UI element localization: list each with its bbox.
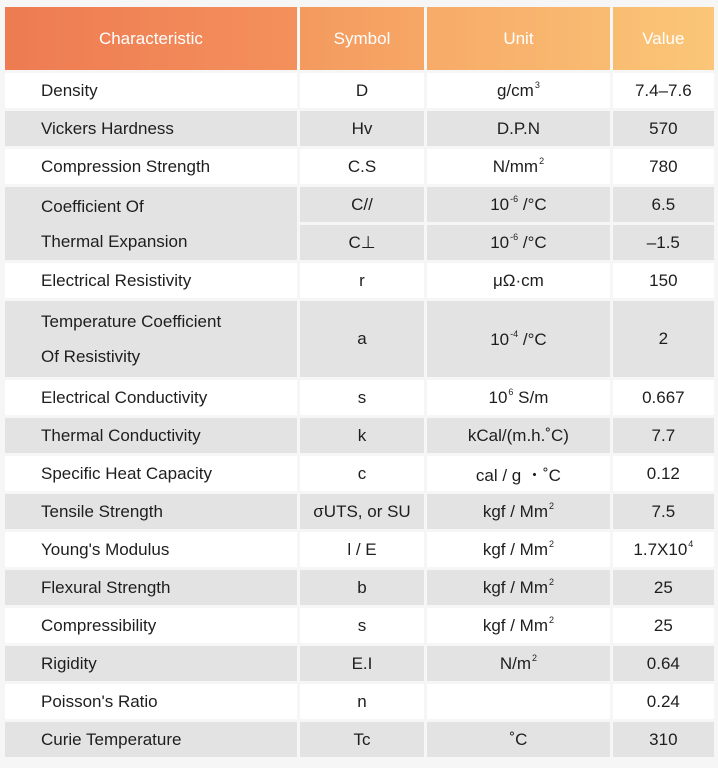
value-cell: 0.64: [613, 646, 714, 681]
unit-base: 10: [490, 233, 510, 252]
characteristic-cell: Poisson's Ratio: [5, 684, 297, 719]
unit-cell: [427, 570, 610, 605]
table-row-compression: [5, 149, 714, 184]
value-cell: 0.667: [613, 380, 714, 415]
characteristic-cell: Vickers Hardness: [5, 111, 297, 146]
unit-text: g/cm: [497, 81, 534, 100]
symbol-cell: σUTS, or SU: [300, 494, 424, 529]
table-row-youngs-modulus: [5, 532, 714, 567]
symbol-cell: C//: [300, 187, 424, 222]
value-cell: 7.4–7.6: [613, 73, 714, 108]
unit-cell: [427, 608, 610, 643]
characteristic-line-1: Coefficient Of: [41, 196, 144, 216]
value-cell: 0.24: [613, 684, 714, 719]
unit-text: kgf / Mm: [482, 540, 548, 559]
unit-text: kgf / Mm: [482, 616, 548, 635]
unit-text: N/m: [499, 654, 531, 673]
table-row-compressibility: [5, 608, 714, 643]
header-characteristic: Characteristic: [5, 7, 297, 70]
value-superscript: 4: [688, 539, 694, 549]
table-row-resistivity: [5, 263, 714, 298]
unit-superscript: 2: [539, 156, 545, 166]
symbol-cell: C⊥: [300, 225, 424, 260]
unit-cell: D.P.N: [427, 111, 610, 146]
unit-superscript: 2: [532, 653, 538, 663]
value-cell: 25: [613, 570, 714, 605]
value-cell: –1.5: [613, 225, 714, 260]
unit-rest: S/m: [513, 388, 549, 407]
unit-cell: [427, 225, 610, 260]
unit-text: N/mm: [492, 157, 539, 176]
unit-cell: [427, 73, 610, 108]
characteristic-cell: Tensile Strength: [5, 494, 297, 529]
table-row-specific-heat: [5, 456, 714, 491]
unit-cell: [427, 532, 610, 567]
unit-base: 10: [490, 329, 510, 349]
unit-rest: /°C: [518, 233, 547, 252]
characteristic-cell: Rigidity: [5, 646, 297, 681]
symbol-cell: r: [300, 263, 424, 298]
unit-cell: cal / g ・˚C: [427, 456, 610, 491]
symbol-cell: n: [300, 684, 424, 719]
unit-superscript: 3: [534, 80, 540, 90]
table-row-curie: [5, 722, 714, 757]
value-cell: 2: [613, 301, 714, 377]
unit-text: kgf / Mm: [482, 578, 548, 597]
characteristic-cell: [5, 301, 297, 377]
unit-cell: [427, 646, 610, 681]
unit-cell: μΩ·cm: [427, 263, 610, 298]
value-cell: 780: [613, 149, 714, 184]
characteristic-line-2: Thermal Expansion: [41, 231, 188, 251]
unit-rest: /°C: [518, 195, 547, 214]
table-row-poisson: [5, 684, 714, 719]
value-cell: 150: [613, 263, 714, 298]
value-cell: 7.7: [613, 418, 714, 453]
table-row-vickers: [5, 111, 714, 146]
characteristic-cell: Young's Modulus: [5, 532, 297, 567]
table-row-rigidity: [5, 646, 714, 681]
unit-superscript: 2: [549, 501, 555, 511]
symbol-cell: D: [300, 73, 424, 108]
unit-cell: [427, 149, 610, 184]
characteristic-cell: Thermal Conductivity: [5, 418, 297, 453]
characteristic-cell: [5, 187, 297, 260]
unit-rest: /°C: [518, 329, 547, 349]
unit-superscript: 2: [549, 577, 555, 587]
unit-cell: [427, 380, 610, 415]
characteristic-cell: Electrical Resistivity: [5, 263, 297, 298]
unit-superscript: -4: [510, 328, 519, 339]
unit-superscript: -6: [510, 232, 519, 242]
characteristic-cell: Curie Temperature: [5, 722, 297, 757]
characteristic-cell: Specific Heat Capacity: [5, 456, 297, 491]
symbol-cell: c: [300, 456, 424, 491]
unit-superscript: 2: [549, 615, 555, 625]
unit-cell: [427, 301, 610, 377]
symbol-cell: l / E: [300, 532, 424, 567]
unit-superscript: 2: [549, 539, 555, 549]
table-row-flexural: [5, 570, 714, 605]
unit-base: 10: [488, 388, 508, 407]
value-base: 1.7X10: [633, 540, 688, 559]
characteristic-cell: Electrical Conductivity: [5, 380, 297, 415]
unit-cell: [427, 684, 610, 719]
unit-cell: [427, 187, 610, 222]
unit-superscript: 6: [508, 387, 514, 397]
value-cell: 6.5: [613, 187, 714, 222]
table-row-temp-coefficient: [5, 301, 714, 377]
table-row-conductivity: [5, 380, 714, 415]
unit-text: kgf / Mm: [482, 502, 548, 521]
symbol-cell: b: [300, 570, 424, 605]
unit-cell: kCal/(m.h.˚C): [427, 418, 610, 453]
table-row-tensile: [5, 494, 714, 529]
table-row-thermal-expansion-a: [5, 187, 714, 222]
header-value: Value: [613, 7, 714, 70]
value-cell: [613, 532, 714, 567]
unit-cell: [427, 494, 610, 529]
value-cell: 570: [613, 111, 714, 146]
table-row-thermal-conductivity: [5, 418, 714, 453]
header-symbol: Symbol: [300, 7, 424, 70]
value-cell: 0.12: [613, 456, 714, 491]
value-cell: 310: [613, 722, 714, 757]
symbol-cell: Hv: [300, 111, 424, 146]
table-header-row: [5, 7, 714, 70]
unit-superscript: -6: [510, 194, 519, 204]
characteristic-cell: Density: [5, 73, 297, 108]
characteristic-cell: Flexural Strength: [5, 570, 297, 605]
symbol-cell: Tc: [300, 722, 424, 757]
characteristic-cell: Compression Strength: [5, 149, 297, 184]
value-cell: 7.5: [613, 494, 714, 529]
table-row-density: [5, 73, 714, 108]
symbol-cell: k: [300, 418, 424, 453]
header-unit: Unit: [427, 7, 610, 70]
symbol-cell: s: [300, 608, 424, 643]
value-cell: 25: [613, 608, 714, 643]
characteristic-cell: Compressibility: [5, 608, 297, 643]
symbol-cell: a: [300, 301, 424, 377]
unit-base: 10: [490, 195, 510, 214]
symbol-cell: E.I: [300, 646, 424, 681]
unit-cell: ˚C: [427, 722, 610, 757]
symbol-cell: s: [300, 380, 424, 415]
symbol-cell: C.S: [300, 149, 424, 184]
characteristic-line-1: Temperature Coefficient: [41, 312, 222, 331]
characteristic-line-2: Of Resistivity: [41, 347, 141, 366]
material-properties-table: [2, 4, 717, 760]
